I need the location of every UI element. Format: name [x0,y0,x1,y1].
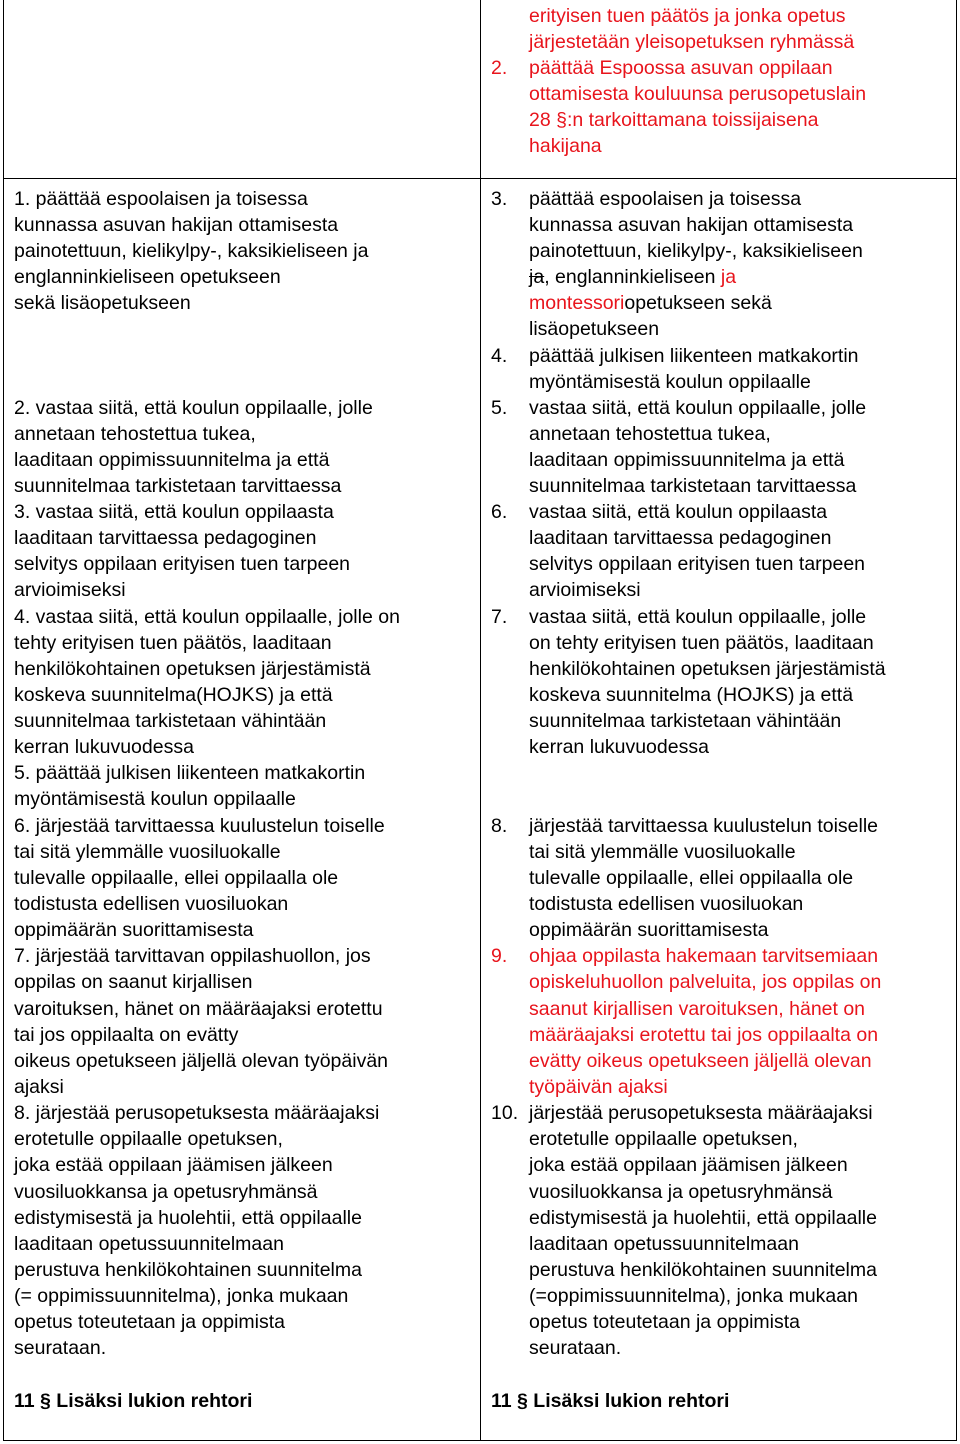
right-line: lisäopetukseen [529,318,660,340]
right-line: edistymisestä ja huolehtii, että oppilaalle [529,1207,877,1229]
right-line-added: opiskeluhuollon palveluita, jos oppilas on [529,971,882,993]
right-line: laaditaan oppimissuunnitelma ja että [529,449,845,471]
left-line: tulevalle oppilaalle, ellei oppilaalla ole [14,867,339,889]
right-item-number: 9. [491,945,508,967]
right-line: koskeva suunnitelma (HOJKS) ja että [529,684,854,706]
right-footer-heading: 11 § Lisäksi lukion rehtori [491,1390,730,1412]
right-line: selvitys oppilaan erityisen tuen tarpeen [529,553,866,575]
right-line: vastaa siitä, että koulun oppilaalle, jolle [529,606,867,628]
left-line: (= oppimissuunnitelma), jonka mukaan [14,1285,349,1307]
left-line: kerran lukuvuodessa [14,736,194,758]
left-line: 6. järjestää tarvittaessa kuulustelun toiselle [14,815,385,837]
right-line: oppimäärän suorittamisesta [529,919,769,941]
right-line: seurataan. [529,1337,622,1359]
left-line: 7. järjestää tarvittavan oppilashuollon, jos [14,945,371,967]
right-line: suunnitelmaa tarkistetaan vähintään [529,710,842,732]
left-line: sekä lisäopetukseen [14,292,191,314]
right-line-added: ohjaa oppilasta hakemaan tarvitsemiaan [529,945,879,967]
left-line: laaditaan opetussuunnitelmaan [14,1233,284,1255]
right-line: tai sitä ylemmälle vuosiluokalle [529,841,796,863]
left-line: oikeus opetukseen jäljellä olevan työpäivän [14,1050,389,1072]
left-line: laaditaan oppimissuunnitelma ja että [14,449,330,471]
right-item-number: 4. [491,345,508,367]
left-line: painotettuun, kielikylpy-, kaksikieliseen ja [14,240,369,262]
added-word: ja [720,266,737,288]
right-line: henkilökohtainen opetuksen järjestämistä [529,658,886,680]
right-line: joka estää oppilaan jäämisen jälkeen [529,1154,848,1176]
left-line: kunnassa asuvan hakijan ottamisesta [14,214,339,236]
right-top-line: 28 §:n tarkoittamana toissijaisena [529,109,819,131]
right-top-line: päättää Espoossa asuvan oppilaan [529,57,833,79]
left-line: 2. vastaa siitä, että koulun oppilaalle, jolle [14,397,373,419]
right-line-added: saanut kirjallisen varoituksen, hänet on [529,998,866,1020]
right-line-text: opetukseen sekä [624,292,772,314]
right-line: järjestää perusopetuksesta määräajaksi [529,1102,873,1124]
table-border-left [3,0,4,1440]
right-line: suunnitelmaa tarkistetaan tarvittaessa [529,475,857,497]
table-border-bottom [3,1440,957,1441]
right-top-line: ottamisesta kouluunsa perusopetuslain [529,83,867,105]
right-line: painotettuun, kielikylpy-, kaksikieliseen [529,240,863,262]
left-line: englanninkieliseen opetukseen [14,266,281,288]
left-line: oppimäärän suorittamisesta [14,919,254,941]
right-line: vastaa siitä, että koulun oppilaalle, jolle [529,397,867,419]
right-line-added: evätty oikeus opetukseen jäljellä olevan [529,1050,872,1072]
left-line: vuosiluokkansa ja opetusryhmänsä [14,1181,318,1203]
right-line: erotetulle oppilaalle opetuksen, [529,1128,798,1150]
left-line: koskeva suunnitelma(HOJKS) ja että [14,684,333,706]
right-line: myöntämisestä koulun oppilaalle [529,371,811,393]
right-line: päättää espoolaisen ja toisessa [529,188,802,210]
right-top-line: erityisen tuen päätös ja jonka opetus [529,5,846,27]
right-item-number: 7. [491,606,508,628]
left-line: suunnitelmaa tarkistetaan vähintään [14,710,327,732]
left-line: erotetulle oppilaalle opetuksen, [14,1128,283,1150]
right-item-number: 6. [491,501,508,523]
left-line: 1. päättää espoolaisen ja toisessa [14,188,308,210]
left-line: 8. järjestää perusopetuksesta määräajaksi [14,1102,380,1124]
right-line: tulevalle oppilaalle, ellei oppilaalla ole [529,867,854,889]
added-word: montessori [529,292,625,314]
right-line: laaditaan opetussuunnitelmaan [529,1233,799,1255]
struck-word: ja [529,266,545,288]
right-line: laaditaan tarvittaessa pedagoginen [529,527,832,549]
left-line: seurataan. [14,1337,107,1359]
left-line: annetaan tehostettua tukea, [14,423,256,445]
left-line: varoituksen, hänet on määräajaksi erotettu [14,998,383,1020]
left-line: selvitys oppilaan erityisen tuen tarpeen [14,553,351,575]
right-line: perustuva henkilökohtainen suunnitelma [529,1259,877,1281]
left-line: oppilas on saanut kirjallisen [14,971,253,993]
right-line-added: työpäivän ajaksi [529,1076,668,1098]
right-line-edited [529,290,772,316]
right-line: päättää julkisen liikenteen matkakortin [529,345,859,367]
right-line: on tehty erityisen tuen päätös, laaditaan [529,632,874,654]
left-line: myöntämisestä koulun oppilaalle [14,788,296,810]
left-line: tai jos oppilaalta on evätty [14,1024,239,1046]
right-line-edited [529,264,736,290]
left-line: henkilökohtainen opetuksen järjestämistä [14,658,371,680]
right-line-added: määräajaksi erotettu tai jos oppilaalta on [529,1024,879,1046]
right-top-line: hakijana [529,135,602,157]
right-item-number: 2. [491,57,508,79]
right-line: opetus toteutetaan ja oppimista [529,1311,801,1333]
left-line: 3. vastaa siitä, että koulun oppilaasta [14,501,334,523]
table-column-divider [480,0,481,1440]
right-line: arvioimiseksi [529,579,641,601]
right-line: vuosiluokkansa ja opetusryhmänsä [529,1181,833,1203]
right-item-number: 5. [491,397,508,419]
left-line: opetus toteutetaan ja oppimista [14,1311,286,1333]
right-line: kunnassa asuvan hakijan ottamisesta [529,214,854,236]
right-line: annetaan tehostettua tukea, [529,423,771,445]
right-line: todistusta edellisen vuosiluokan [529,893,804,915]
right-line: kerran lukuvuodessa [529,736,709,758]
table-border-right [956,0,957,1440]
right-line: (=oppimissuunnitelma), jonka mukaan [529,1285,858,1307]
right-line-text: , englanninkieliseen [544,266,721,288]
left-line: edistymisestä ja huolehtii, että oppilaalle [14,1207,362,1229]
left-line: todistusta edellisen vuosiluokan [14,893,289,915]
right-top-line: järjestetään yleisopetuksen ryhmässä [529,31,855,53]
left-line: laaditaan tarvittaessa pedagoginen [14,527,317,549]
right-item-number: 8. [491,815,508,837]
left-line: tehty erityisen tuen päätös, laaditaan [14,632,332,654]
left-line: suunnitelmaa tarkistetaan tarvittaessa [14,475,342,497]
left-line: tai sitä ylemmälle vuosiluokalle [14,841,281,863]
left-line: perustuva henkilökohtainen suunnitelma [14,1259,362,1281]
right-line: vastaa siitä, että koulun oppilaasta [529,501,828,523]
left-line: 5. päättää julkisen liikenteen matkakortin [14,762,366,784]
right-line: järjestää tarvittaessa kuulustelun toiselle [529,815,879,837]
right-item-number: 3. [491,188,508,210]
left-line: joka estää oppilaan jäämisen jälkeen [14,1154,333,1176]
left-line: ajaksi [14,1076,64,1098]
left-line: 4. vastaa siitä, että koulun oppilaalle, jolle on [14,606,400,628]
table-row-divider [3,178,957,179]
left-footer-heading: 11 § Lisäksi lukion rehtori [14,1390,253,1412]
right-item-number: 10. [491,1102,519,1124]
left-line: arvioimiseksi [14,579,126,601]
